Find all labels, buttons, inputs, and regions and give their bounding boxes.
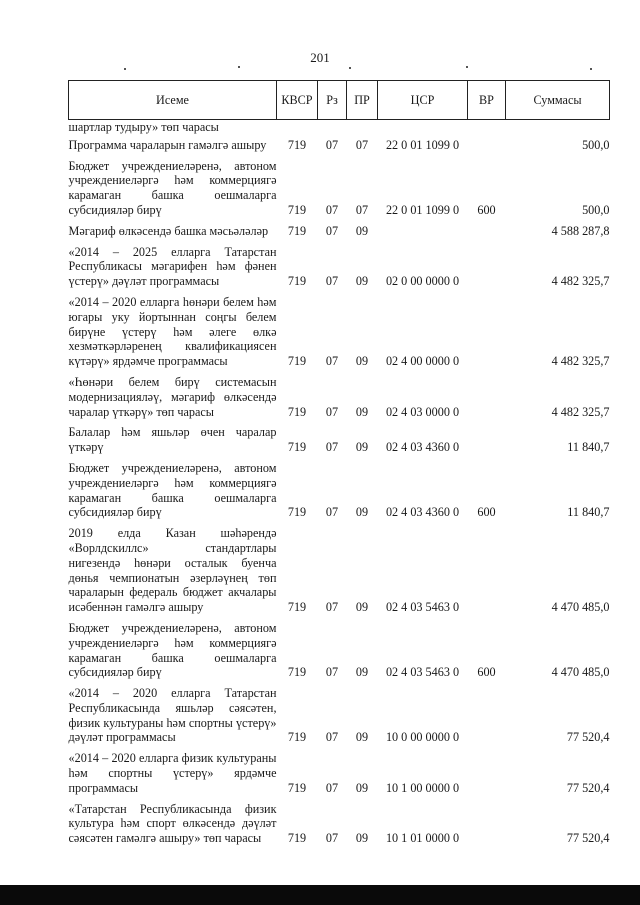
row-csr: 02 4 03 4360 0 <box>385 440 460 455</box>
table-header-row <box>69 81 610 120</box>
row-vr <box>468 523 506 618</box>
row-kvsr: 719 <box>287 780 307 795</box>
column-header-pr: ПР <box>347 81 378 120</box>
row-csr: 02 0 00 0000 0 <box>385 274 460 289</box>
table-row <box>69 372 610 422</box>
table-row <box>69 242 610 292</box>
row-vr <box>468 799 506 849</box>
table-row <box>69 523 610 618</box>
row-rz: 07 <box>325 274 339 289</box>
row-kvsr: 719 <box>287 202 307 217</box>
column-header-kvsr: КВСР <box>277 81 318 120</box>
row-rz: 07 <box>325 137 339 152</box>
row-csr: 02 4 03 4360 0 <box>385 505 460 520</box>
row-sum: 4 482 325,7 <box>551 404 610 419</box>
row-csr: 02 4 03 0000 0 <box>385 404 460 419</box>
row-kvsr: 719 <box>287 665 307 680</box>
row-name: Бюджет учреждениеләренә, автоном учреждениеләргә һәм коммерциягә карамаган башка оешмаларга субсидияләр бирү <box>68 620 277 680</box>
budget-table <box>68 80 610 849</box>
row-sum: 500,0 <box>582 202 610 217</box>
row-sum: 4 588 287,8 <box>551 223 610 238</box>
row-rz: 07 <box>325 404 339 419</box>
row-sum: 500,0 <box>582 137 610 152</box>
row-kvsr: 719 <box>287 404 307 419</box>
row-vr <box>468 242 506 292</box>
row-rz: 07 <box>325 440 339 455</box>
column-header-sum: Суммасы <box>506 81 610 120</box>
row-pr: 09 <box>355 600 369 615</box>
column-header-name: Исеме <box>69 81 277 120</box>
row-pr: 09 <box>355 440 369 455</box>
row-vr: 600 <box>477 202 496 217</box>
row-rz <box>318 120 347 135</box>
row-rz: 07 <box>325 600 339 615</box>
page-number: 201 <box>310 50 330 65</box>
row-kvsr: 719 <box>287 440 307 455</box>
row-pr: 09 <box>355 831 369 846</box>
row-name: шартлар тудыру» төп чарасы <box>68 120 219 134</box>
table-row <box>69 292 610 372</box>
row-name: «2014 – 2025 елларга Татарстан Республикасы мәгарифен һәм фәнен үстерү» дәүләт программасы <box>68 244 277 289</box>
row-csr: 02 4 00 0000 0 <box>385 354 460 369</box>
row-kvsr: 719 <box>287 137 307 152</box>
scan-speck <box>349 67 351 69</box>
row-rz: 07 <box>325 730 339 745</box>
row-pr: 09 <box>355 665 369 680</box>
row-name: «Татарстан Республикасында физик культура һәм спорт өлкәсендә дәүләт сәясәтен гамәлгә ашыру» төп чарасы <box>68 801 277 846</box>
table-row <box>69 799 610 849</box>
row-name: «2014 – 2020 елларга һөнәри белем һәм югары уку йортыннан соңгы белем бирүне үстерү һәм әлеге өлкә хезмәткәрләренең квалификациясен күтәрү» ярдәмче программасы <box>68 294 277 369</box>
table-row <box>69 618 610 683</box>
row-kvsr: 719 <box>287 600 307 615</box>
row-vr <box>468 221 506 242</box>
row-csr: 02 4 03 5463 0 <box>385 665 460 680</box>
row-name: Мәгариф өлкәсендә башка мәсьәләләр <box>68 223 269 238</box>
row-pr: 09 <box>355 274 369 289</box>
table-row <box>69 748 610 798</box>
row-pr: 09 <box>355 505 369 520</box>
scan-specks <box>0 58 640 78</box>
row-pr: 09 <box>355 780 369 795</box>
row-sum: 4 482 325,7 <box>551 274 610 289</box>
row-sum: 11 840,7 <box>567 505 610 520</box>
table-row <box>69 422 610 458</box>
row-sum: 77 520,4 <box>566 831 610 846</box>
table-row <box>69 458 610 523</box>
row-pr: 09 <box>355 354 369 369</box>
column-header-rz: Рз <box>318 81 347 120</box>
row-kvsr: 719 <box>287 354 307 369</box>
row-csr: 22 0 01 1099 0 <box>385 137 460 152</box>
row-kvsr: 719 <box>287 223 307 238</box>
row-name: «2014 – 2020 елларга физик культураны һәм спортны үстерү» ярдәмче программасы <box>68 751 277 795</box>
row-csr: 22 0 01 1099 0 <box>385 202 460 217</box>
row-sum: 11 840,7 <box>567 440 610 455</box>
row-rz: 07 <box>325 354 339 369</box>
row-vr <box>468 135 506 156</box>
row-pr: 09 <box>355 223 369 238</box>
row-vr: 600 <box>477 665 496 680</box>
row-vr <box>468 120 506 135</box>
row-kvsr: 719 <box>287 505 307 520</box>
row-vr <box>468 372 506 422</box>
scan-speck <box>590 68 592 70</box>
row-rz: 07 <box>325 780 339 795</box>
row-vr <box>468 748 506 798</box>
row-sum: 4 470 485,0 <box>551 600 610 615</box>
row-pr <box>347 120 378 135</box>
row-vr <box>468 292 506 372</box>
row-vr <box>468 422 506 458</box>
row-csr: 10 0 00 0000 0 <box>385 730 460 745</box>
row-csr: 10 1 01 0000 0 <box>385 831 460 846</box>
table-row <box>69 156 610 221</box>
row-name: Бюджет учреждениеләренә, автоном учреждениеләргә һәм коммерциягә карамаган башка оешмаларга субсидияләр бирү <box>68 158 277 217</box>
table-row <box>69 135 610 156</box>
row-kvsr: 719 <box>287 274 307 289</box>
row-csr <box>378 120 468 135</box>
row-name: Балалар һәм яшьләр өчен чаралар үткәрү <box>68 425 277 455</box>
row-sum: 4 470 485,0 <box>551 665 610 680</box>
row-rz: 07 <box>325 665 339 680</box>
row-rz: 07 <box>325 505 339 520</box>
row-csr <box>378 221 468 242</box>
row-name: Программа чараларын гамәлгә ашыру <box>68 137 267 152</box>
row-sum <box>506 120 610 135</box>
row-sum: 4 482 325,7 <box>551 354 610 369</box>
row-kvsr <box>277 120 318 135</box>
row-name: «2014 – 2020 елларга Татарстан Республикасында яшьләр сәясәтен, физик культураны һәм спортны үстерү» дәүләт программасы <box>68 686 277 745</box>
table-row <box>69 221 610 242</box>
column-header-vr: ВР <box>468 81 506 120</box>
row-rz: 07 <box>325 202 339 217</box>
row-sum: 77 520,4 <box>566 730 610 745</box>
row-vr: 600 <box>477 505 496 520</box>
row-pr: 07 <box>355 202 369 217</box>
row-csr: 02 4 03 5463 0 <box>385 600 460 615</box>
scan-speck <box>238 66 240 68</box>
row-rz: 07 <box>325 831 339 846</box>
row-name: «Һөнәри белем бирү системасын модернизацияләү, мәгариф өлкәсендә чаралар үткәрү» төп чарасы <box>68 374 277 419</box>
table-row <box>69 120 610 135</box>
scan-speck <box>466 66 468 68</box>
table-row <box>69 683 610 748</box>
row-pr: 09 <box>355 730 369 745</box>
row-sum: 77 520,4 <box>566 780 610 795</box>
row-vr <box>468 683 506 748</box>
row-name: 2019 елда Казан шәһәрендә «Ворлдскиллс» стандартлары нигезендә һөнәри осталык буенча дөнья чемпионатын әзерләүнең төп чараларын федераль бюджет акчалары исәбеннән гамәлгә ашыру <box>68 526 277 615</box>
scan-speck <box>124 68 126 70</box>
row-csr: 10 1 00 0000 0 <box>385 780 460 795</box>
row-kvsr: 719 <box>287 730 307 745</box>
scan-bottom-border <box>0 885 640 905</box>
row-pr: 07 <box>355 137 369 152</box>
row-kvsr: 719 <box>287 831 307 846</box>
row-name: Бюджет учреждениеләренә, автоном учреждениеләргә һәм коммерциягә карамаган башка оешмаларга субсидияләр бирү <box>68 460 277 520</box>
row-pr: 09 <box>355 404 369 419</box>
row-rz: 07 <box>325 223 339 238</box>
column-header-csr: ЦСР <box>378 81 468 120</box>
